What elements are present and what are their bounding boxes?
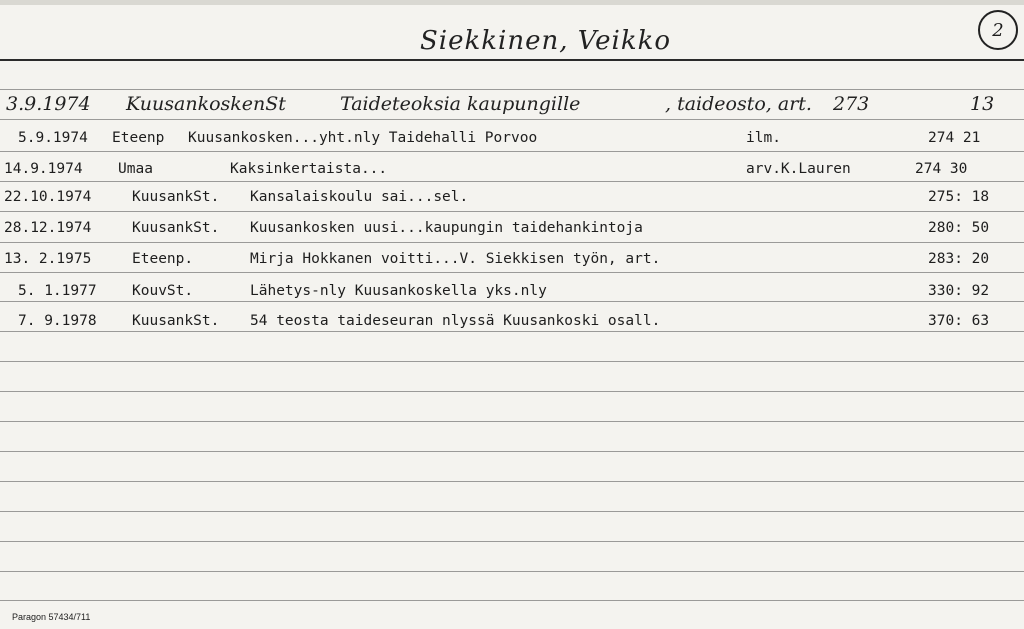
ruled-line: [0, 541, 1024, 542]
entry-date: 13. 2.1975: [4, 251, 92, 267]
hw-entry-code: 273: [833, 93, 870, 115]
ruled-line: [0, 451, 1024, 452]
card-title: Siekkinen, Veikko: [420, 26, 671, 56]
ruled-line: [0, 301, 1024, 302]
entry-ref: 283: 20: [928, 251, 990, 267]
ruled-line: [0, 600, 1024, 601]
card-top-edge: [0, 0, 1024, 5]
card-number-circle: [978, 10, 1018, 50]
entry-text: Mirja Hokkanen voitti...V. Siekkisen työn, art.: [250, 251, 661, 267]
ruled-line: [0, 151, 1024, 152]
entry-text: Kansalaiskoulu sai...sel.: [250, 189, 469, 205]
entry-ref: 274 21: [928, 130, 981, 146]
entry-row: [0, 279, 1024, 303]
entry-source: KuusankSt.: [132, 313, 220, 329]
printer-mark: Paragon 57434/711: [12, 612, 91, 622]
entry-source: KuusankSt.: [132, 189, 220, 205]
entry-ref: 274 30: [915, 161, 968, 177]
hw-entry-text: Taideteoksia kaupungille: [340, 93, 581, 115]
hw-entry-text2: , taideosto, art.: [665, 93, 812, 115]
ruled-line: [0, 272, 1024, 273]
entry-extra: ilm.: [746, 130, 781, 146]
entry-source: KouvSt.: [132, 283, 194, 299]
entry-text: 54 teosta taideseuran nlyssä Kuusankoski osall.: [250, 313, 661, 329]
entry-ref: 280: 50: [928, 220, 990, 236]
entry-source: Umaa: [118, 161, 153, 177]
entry-source: Eteenp: [112, 130, 165, 146]
entry-date: 22.10.1974: [4, 189, 92, 205]
entry-date: 5. 1.1977: [18, 283, 97, 299]
entry-text: Kuusankosken uusi...kaupungin taidehankintoja: [250, 220, 643, 236]
ruled-line: [0, 242, 1024, 243]
entry-ref: 275: 18: [928, 189, 990, 205]
ruled-line: [0, 361, 1024, 362]
entry-date: 7. 9.1978: [18, 313, 97, 329]
ruled-line: [0, 421, 1024, 422]
ruled-line: [0, 89, 1024, 90]
entry-row: [0, 157, 1024, 181]
ruled-line: [0, 331, 1024, 332]
ruled-line: [0, 119, 1024, 120]
entry-date: 5.9.1974: [18, 130, 88, 146]
entry-text: Kaksinkertaista...: [230, 161, 388, 177]
entry-ref: 330: 92: [928, 283, 990, 299]
entry-extra: arv.K.Lauren: [746, 161, 851, 177]
card-number: 2: [992, 19, 1004, 41]
entry-row: [0, 247, 1024, 271]
ruled-line: [0, 511, 1024, 512]
entry-date: 14.9.1974: [4, 161, 83, 177]
entry-row: [0, 216, 1024, 240]
ruled-line: [0, 211, 1024, 212]
hw-entry-page: 13: [970, 93, 995, 115]
ruled-line: [0, 181, 1024, 182]
header-rule: [0, 59, 1024, 61]
entry-row: [0, 185, 1024, 209]
entry-row: [0, 309, 1024, 333]
entry-ref: 370: 63: [928, 313, 990, 329]
hw-entry-source: KuusankoskenSt: [126, 93, 286, 115]
entry-row: [0, 126, 1024, 150]
entry-text: Kuusankosken...yht.nly Taidehalli Porvoo: [188, 130, 538, 146]
ruled-line: [0, 391, 1024, 392]
hw-entry-date: 3.9.1974: [6, 93, 91, 115]
entry-date: 28.12.1974: [4, 220, 92, 236]
entry-source: Eteenp.: [132, 251, 194, 267]
entry-source: KuusankSt.: [132, 220, 220, 236]
ruled-line: [0, 481, 1024, 482]
entry-text: Lähetys-nly Kuusankoskella yks.nly: [250, 283, 547, 299]
ruled-line: [0, 571, 1024, 572]
